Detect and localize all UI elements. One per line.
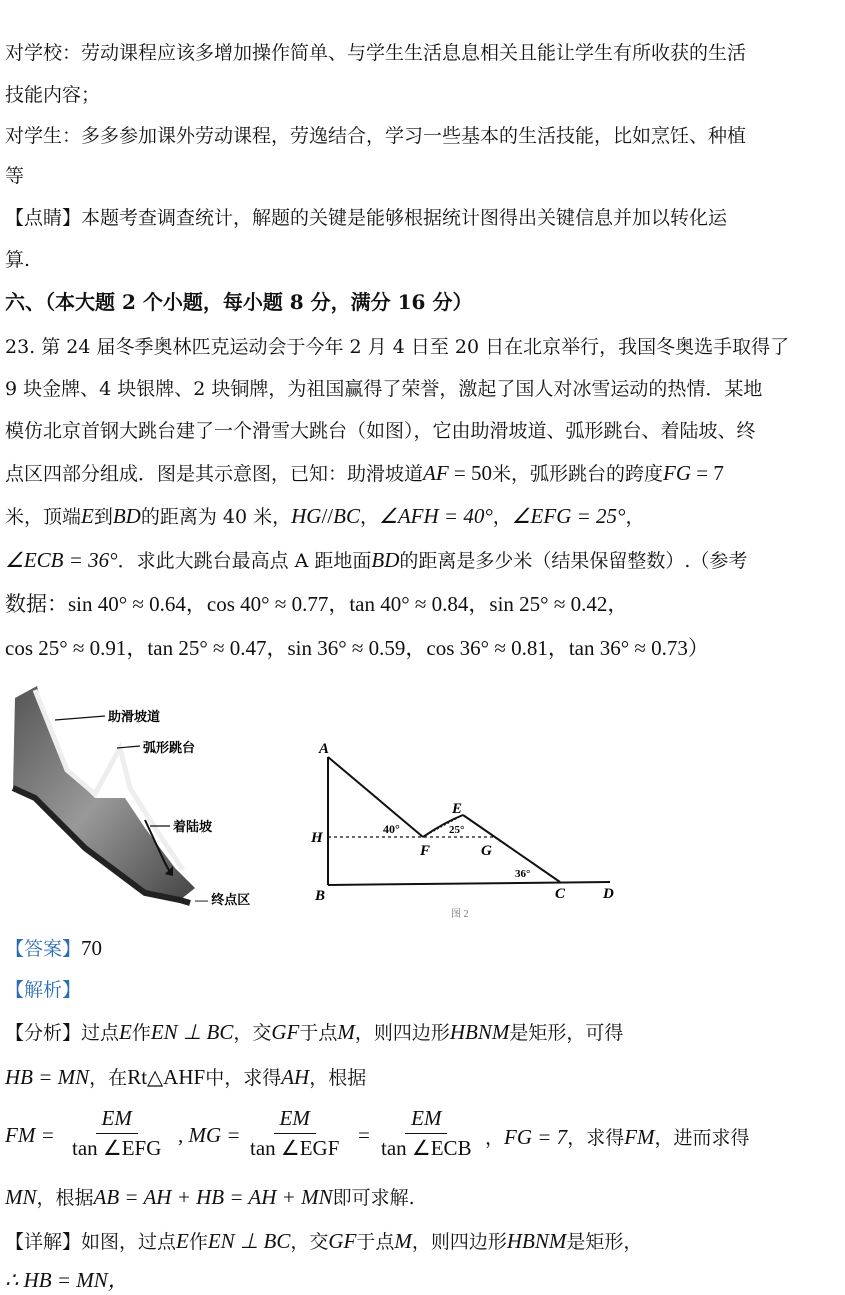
label-slope: 助滑坡道 xyxy=(108,709,161,724)
xiangjie-1d: EN ⊥ BC xyxy=(207,1229,291,1253)
fenxi-1e: ，交 xyxy=(233,1022,272,1044)
fraction-1-num: EM xyxy=(96,1106,138,1134)
fenxi-4d: 即可求解. xyxy=(332,1187,415,1209)
q4-text-d: 米，弧形跳台的跨度 xyxy=(492,463,664,485)
text-line-4: 等 xyxy=(5,165,25,187)
fenxi-2b: ，在 xyxy=(89,1067,128,1089)
formula-eq: = xyxy=(358,1123,370,1147)
fraction-2 xyxy=(250,1106,339,1161)
question-line-8: cos 25° ≈ 0.91，tan 25° ≈ 0.47，sin 36° ≈ 0.59，cos 36° ≈ 0.81，tan 36° ≈ 0.73） xyxy=(5,636,709,660)
angle-40: 40° xyxy=(383,822,400,836)
q5-angle-afh: ∠AFH = 40° xyxy=(379,504,493,528)
xiangjie-1a: 【详解】如图，过点 xyxy=(5,1231,177,1253)
fraction-2-num: EM xyxy=(274,1106,316,1134)
segment-bd xyxy=(328,882,610,885)
q5-text-e: 的距离为 40 米， xyxy=(140,506,292,528)
formula-tail-1: ， xyxy=(485,1127,505,1149)
schematic-diagram xyxy=(305,735,635,920)
q5-hg: HG xyxy=(291,504,322,528)
q5-e: E xyxy=(81,504,94,528)
q5-bd: BD xyxy=(112,504,141,528)
fraction-3-num: EM xyxy=(405,1106,447,1134)
fenxi-1i: ，则四边形 xyxy=(354,1022,450,1044)
formula-mg-lhs: , MG = xyxy=(178,1123,241,1147)
q4-af-value: = 50 xyxy=(448,461,493,485)
q6-text-d: 的距离是多少米（结果保留整数）.（参考 xyxy=(399,550,748,572)
fenxi-line-2 xyxy=(5,1064,840,1091)
q5-parallel: // xyxy=(321,504,334,528)
fenxi-2f: ，根据 xyxy=(309,1067,367,1089)
q5-comma-1: ， xyxy=(359,506,379,528)
q6-text-b: ．求此大跳台最高点 A 距地面 xyxy=(117,550,372,572)
fenxi-1d: EN ⊥ BC xyxy=(150,1020,234,1044)
dianjing-line-1: 【点睛】本题考查调查统计，解题的关键是能够根据统计图得出关键信息并加以转化运 xyxy=(5,207,728,229)
question-line-7: 数据：sin 40° ≈ 0.64，cos 40° ≈ 0.77，tan 40° ≈ 0.84，sin 25° ≈ 0.42， xyxy=(5,592,629,616)
point-c: C xyxy=(555,886,566,902)
point-b: B xyxy=(315,888,326,904)
xiangjie-1c: 作 xyxy=(188,1231,208,1253)
label-landing: 着陆坡 xyxy=(173,819,213,834)
xiangjie-1j: HBNM xyxy=(506,1229,567,1253)
slope-callout xyxy=(55,716,105,720)
formula-tail-2: FG = 7 xyxy=(504,1125,568,1149)
fenxi-line-1 xyxy=(5,1019,840,1046)
segment-ec xyxy=(463,815,560,882)
fenxi-4a: MN xyxy=(5,1185,37,1209)
text-line-2: 技能内容； xyxy=(5,84,101,106)
answer-label: 【答案】 xyxy=(5,938,82,960)
label-arc: 弧形跳台 xyxy=(143,740,196,755)
fenxi-1c: 作 xyxy=(131,1022,151,1044)
fenxi-1f: GF xyxy=(271,1020,300,1044)
xiangjie-1b: E xyxy=(176,1229,189,1253)
q5-text-c: 到 xyxy=(93,506,113,528)
point-g: G xyxy=(481,843,492,859)
analysis-label: 【解析】 xyxy=(5,979,82,1001)
fenxi-4b: ，根据 xyxy=(36,1187,94,1209)
ski-jump-illustration xyxy=(5,678,290,913)
fenxi-line-4 xyxy=(5,1184,840,1211)
formula-tail-4: FM xyxy=(624,1125,655,1149)
dianjing-line-2: 算. xyxy=(5,249,31,271)
point-e: E xyxy=(452,801,463,817)
angle-36: 36° xyxy=(515,868,531,880)
fenxi-4c: AB = AH + HB = AH + MN xyxy=(93,1185,333,1209)
label-end: — 终点区 xyxy=(195,892,251,907)
fraction-1-den: tan ∠EFG xyxy=(72,1136,162,1160)
fenxi-1k: 是矩形，可得 xyxy=(509,1022,624,1044)
fraction-2-den: tan ∠EGF xyxy=(250,1136,340,1160)
fenxi-2c: Rt△AHF xyxy=(127,1065,206,1089)
text-line-1: 对学校：劳动课程应该多增加操作简单、与学生生活息息相关且能让学生有所收获的生活 xyxy=(5,42,747,64)
answer-line xyxy=(5,935,840,962)
xiangjie-line-2: ∴ HB = MN， xyxy=(5,1268,129,1292)
fraction-3 xyxy=(381,1106,472,1161)
segment-af xyxy=(328,757,423,837)
question-line-6 xyxy=(5,547,840,574)
answer-value: 70 xyxy=(81,936,103,960)
point-f: F xyxy=(420,843,431,859)
fenxi-1j: HBNM xyxy=(449,1020,510,1044)
xiangjie-1i: ，则四边形 xyxy=(411,1231,507,1253)
xiangjie-1h: M xyxy=(394,1229,412,1253)
fenxi-1b: E xyxy=(119,1020,132,1044)
fenxi-2a: HB = MN xyxy=(5,1065,90,1089)
fenxi-1h: M xyxy=(337,1020,355,1044)
question-line-3: 模仿北京首钢大跳台建了一个滑雪大跳台（如图），它由助滑坡道、弧形跳台、着陆坡、终 xyxy=(5,420,756,442)
fenxi-2e: AH xyxy=(281,1065,310,1089)
text-line-3: 对学生：多多参加课外劳动课程，劳逸结合，学习一些基本的生活技能，比如烹饪、种植 xyxy=(5,125,747,147)
question-line-2: 9 块金牌、4 块银牌、2 块铜牌，为祖国赢得了荣誉，激起了国人对冰雪运动的热情．某地 xyxy=(5,378,763,400)
q4-text-a: 点区四部分组成．图是其示意图，已知：助滑坡道 xyxy=(5,463,424,485)
point-h: H xyxy=(311,830,323,846)
xiangjie-1f: GF xyxy=(328,1229,357,1253)
section-heading: 六、（本大题 2 个小题，每小题 8 分，满分 16 分） xyxy=(5,290,473,314)
q5-bc: BC xyxy=(333,504,360,528)
q5-angle-efg: ∠EFG = 25° xyxy=(511,504,626,528)
q6-angle-ecb: ∠ECB = 36° xyxy=(5,548,118,572)
q5-text-a: 米，顶端 xyxy=(5,506,82,528)
question-line-5 xyxy=(5,503,840,530)
q4-af: AF xyxy=(423,461,449,485)
question-line-4 xyxy=(5,460,840,487)
formula-tail xyxy=(485,1124,840,1151)
xiangjie-line-1 xyxy=(5,1228,840,1255)
xiangjie-1k: 是矩形， xyxy=(566,1231,643,1253)
q4-fg-value: = 7 xyxy=(691,461,724,485)
fenxi-1a: 【分析】过点 xyxy=(5,1022,120,1044)
angle-25: 25° xyxy=(449,824,465,836)
xiangjie-1g: 于点 xyxy=(356,1231,395,1253)
fenxi-2d: 中，求得 xyxy=(205,1067,282,1089)
point-a: A xyxy=(319,741,330,757)
question-line-1: 23. 第 24 届冬季奥林匹克运动会于今年 2 月 4 日至 20 日在北京举行，我国冬奥选手取得了 xyxy=(5,336,790,358)
point-d: D xyxy=(603,886,614,902)
fraction-1 xyxy=(72,1106,161,1161)
q5-comma-3: ， xyxy=(625,506,645,528)
formula-tail-5: ，进而求得 xyxy=(654,1127,750,1149)
figure-caption: 图 2 xyxy=(451,909,469,920)
fraction-3-den: tan ∠ECB xyxy=(381,1136,472,1160)
fenxi-1g: 于点 xyxy=(299,1022,338,1044)
q5-comma-2: ， xyxy=(492,506,512,528)
formula-tail-3: ，求得 xyxy=(567,1127,625,1149)
xiangjie-1e: ，交 xyxy=(290,1231,329,1253)
q6-bd: BD xyxy=(371,548,400,572)
formula-fm-lhs: FM = xyxy=(5,1123,55,1147)
q4-fg: FG xyxy=(663,461,692,485)
